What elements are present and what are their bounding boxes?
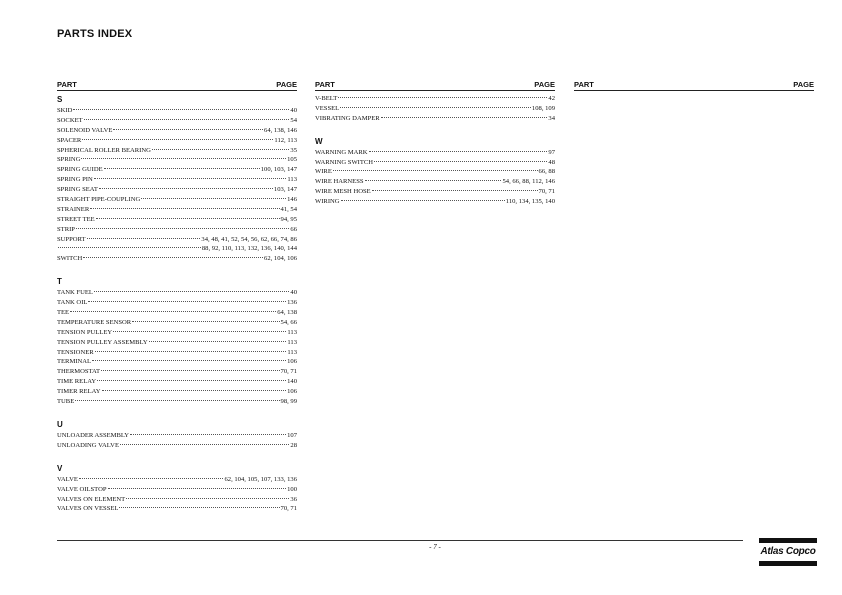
page-refs: 100, 103, 147 — [260, 166, 297, 174]
dot-leader — [374, 161, 547, 162]
page-refs: 40 — [290, 107, 297, 114]
column-header — [574, 80, 814, 91]
part-name: VALVE — [57, 475, 78, 483]
index-entry — [57, 136, 297, 146]
index-entry — [57, 328, 297, 338]
dot-leader — [369, 151, 548, 152]
part-name: VALVES ON VESSEL — [57, 505, 119, 513]
index-entry — [57, 357, 297, 367]
part-name: UNLOADING VALVE — [57, 441, 119, 449]
page-refs: 98, 99 — [280, 398, 297, 406]
page-header: PAGE — [276, 80, 297, 89]
index-entry — [315, 187, 555, 197]
part-name: TENSION PULLEY — [57, 328, 113, 336]
part-name: SPRING SEAT — [57, 186, 98, 194]
column-header — [57, 80, 297, 91]
dot-leader — [96, 218, 280, 219]
page-refs: 113 — [287, 348, 297, 356]
index-entry — [57, 116, 297, 126]
dot-leader — [340, 107, 531, 108]
index-entry — [57, 254, 297, 264]
part-name: TEMPERATURE SENSOR — [57, 318, 132, 326]
index-entry — [315, 167, 555, 177]
section-letter: S — [57, 95, 63, 104]
index-entry — [57, 338, 297, 348]
section-letter: W — [315, 136, 323, 146]
part-name: SOLENOID VALVE — [57, 126, 113, 134]
dot-leader — [113, 331, 286, 332]
dot-leader — [90, 208, 279, 209]
index-entry — [57, 155, 297, 165]
dot-leader — [338, 97, 547, 98]
index-entry — [57, 441, 297, 451]
page-refs: 70, 71 — [280, 368, 297, 376]
dot-leader — [99, 188, 273, 189]
page-refs: 34, 48, 41, 52, 54, 56, 62, 66, 74, 86 — [201, 235, 297, 243]
column-header — [315, 80, 555, 91]
column-body — [315, 94, 555, 207]
dot-leader — [70, 311, 276, 312]
part-name: WIRING — [315, 198, 340, 206]
part-name: V-BELT — [315, 95, 338, 102]
dot-leader — [87, 238, 201, 239]
dot-leader — [97, 380, 286, 381]
part-name: UNLOADER ASSEMBLY — [57, 431, 130, 439]
index-entry — [57, 215, 297, 225]
column-body — [57, 94, 297, 514]
part-name: STRAINER — [57, 205, 90, 213]
part-name: SOCKET — [57, 116, 83, 124]
part-header: PART — [315, 80, 335, 89]
part-name: TENSION PULLEY ASSEMBLY — [57, 338, 148, 346]
index-section — [57, 463, 297, 515]
index-entry — [57, 205, 297, 215]
page-refs: 41, 54 — [280, 205, 297, 213]
index-entry — [57, 377, 297, 387]
index-entry — [57, 288, 297, 298]
page-refs: 35 — [290, 146, 297, 154]
dot-leader — [341, 200, 505, 201]
index-entry — [57, 431, 297, 441]
index-entry — [315, 158, 555, 168]
page-number: - 7 - — [429, 543, 441, 551]
index-entry — [315, 177, 555, 187]
index-column-3 — [574, 80, 814, 91]
index-entry — [57, 235, 297, 245]
page-refs: 103, 147 — [273, 186, 297, 194]
dot-leader — [372, 190, 538, 191]
page-refs: 105 — [287, 156, 297, 164]
part-name: SKID — [57, 107, 73, 114]
dot-leader — [73, 109, 289, 110]
page-refs: 106 — [287, 388, 297, 396]
index-entry — [57, 367, 297, 377]
page-refs: 140 — [287, 378, 297, 386]
index-entry — [315, 148, 555, 158]
index-entry — [315, 104, 555, 114]
page-refs: 97 — [548, 148, 555, 156]
page-refs: 110, 134, 135, 140 — [505, 198, 555, 206]
page-refs: 100 — [287, 485, 297, 493]
index-entry — [315, 197, 555, 207]
section-letter: U — [57, 419, 63, 429]
footer-rule — [57, 540, 743, 541]
index-section — [57, 94, 297, 264]
part-name: STRAIGHT PIPE-COUPLING — [57, 196, 141, 204]
index-entry — [57, 126, 297, 136]
section-letter: T — [57, 277, 62, 287]
dot-leader — [101, 370, 279, 371]
dot-leader — [94, 178, 287, 179]
part-name: SPACER — [57, 136, 82, 144]
part-name: WIRE — [315, 168, 332, 176]
dot-leader — [92, 360, 286, 361]
index-entry — [57, 195, 297, 205]
part-name: SUPPORT — [57, 235, 86, 243]
atlas-copco-logo — [759, 538, 817, 566]
index-entry — [57, 387, 297, 397]
page-refs: 62, 104, 105, 107, 133, 136 — [224, 475, 297, 483]
index-entry — [57, 495, 297, 505]
part-name: STRIP — [57, 225, 75, 233]
logo-wordmark: Atlas Copco — [760, 546, 816, 557]
page-refs: 146 — [287, 196, 297, 204]
dot-leader — [381, 117, 548, 118]
index-entry — [57, 318, 297, 328]
dot-leader — [113, 129, 263, 130]
part-name: VALVE OILSTOP — [57, 485, 107, 493]
page-title: PARTS INDEX — [57, 28, 133, 40]
index-entry — [57, 298, 297, 308]
part-name: WIRE HARNESS — [315, 178, 364, 186]
logo-bar-bottom — [759, 561, 817, 566]
index-entry — [57, 244, 297, 254]
page-refs: 70, 71 — [280, 505, 297, 513]
part-name: TUBE — [57, 398, 75, 406]
part-name: TANK FUEL — [57, 289, 93, 297]
page-header: PAGE — [534, 80, 555, 89]
part-header: PART — [574, 80, 594, 89]
part-name: SWITCH — [57, 255, 83, 263]
page-refs: 94, 95 — [280, 215, 297, 223]
dot-leader — [84, 119, 290, 120]
part-name: SPRING PIN — [57, 176, 93, 184]
index-entry — [315, 94, 555, 104]
index-entry — [57, 308, 297, 318]
dot-leader — [365, 180, 502, 181]
page-refs: 64, 138, 146 — [264, 126, 297, 134]
part-header: PART — [57, 80, 77, 89]
dot-leader — [94, 291, 289, 292]
page-refs: 54, 66 — [280, 318, 297, 326]
page-refs: 66 — [290, 225, 297, 233]
index-entry — [57, 185, 297, 195]
page-refs: 136 — [287, 299, 297, 307]
index-entry — [57, 397, 297, 407]
index-entry — [315, 114, 555, 124]
dot-leader — [104, 168, 260, 169]
dot-leader — [76, 228, 289, 229]
dot-leader — [141, 198, 286, 199]
index-entry — [57, 175, 297, 185]
page-refs: 107 — [287, 431, 297, 439]
dot-leader — [126, 498, 289, 499]
part-name: TERMINAL — [57, 358, 92, 366]
page-refs: 64, 138 — [277, 309, 297, 317]
index-entry — [57, 106, 297, 116]
index-entry — [57, 225, 297, 235]
dot-leader — [152, 149, 290, 150]
page-refs: 48 — [548, 158, 555, 166]
page-refs: 54 — [290, 116, 297, 124]
index-section — [57, 419, 297, 451]
dot-leader — [88, 301, 286, 302]
part-name: VESSEL — [315, 104, 340, 112]
part-name: VIBRATING DAMPER — [315, 114, 380, 122]
index-entry — [57, 165, 297, 175]
part-name: WARNING MARK — [315, 148, 368, 156]
index-section — [315, 94, 555, 124]
part-name: WIRE MESH HOSE — [315, 188, 371, 196]
dot-leader — [149, 341, 287, 342]
page-refs: 36 — [290, 495, 297, 503]
page-refs: 106 — [287, 358, 297, 366]
page-refs: 34 — [548, 114, 555, 122]
page-refs: 62, 104, 106 — [264, 255, 297, 263]
index-section — [315, 136, 555, 207]
index-entry — [57, 504, 297, 514]
part-name: SPHERICAL ROLLER BEARING — [57, 146, 151, 154]
page-refs: 108, 109 — [531, 104, 555, 112]
page-refs: 42 — [548, 95, 555, 102]
index-section — [57, 276, 297, 407]
dot-leader — [333, 170, 538, 171]
dot-leader — [108, 488, 287, 489]
page-refs: 40 — [290, 289, 297, 297]
part-name: TENSIONER — [57, 348, 94, 356]
page-refs: 113 — [287, 338, 297, 346]
logo-bar-top — [759, 538, 817, 543]
page-header: PAGE — [793, 80, 814, 89]
index-column-2 — [315, 80, 555, 207]
section-letter: V — [57, 463, 63, 473]
page-refs: 113 — [287, 176, 297, 184]
part-name: THERMOSTAT — [57, 368, 101, 376]
page-refs: 54, 66, 88, 112, 146 — [502, 178, 555, 186]
dot-leader — [58, 247, 201, 248]
dot-leader — [132, 321, 279, 322]
dot-leader — [79, 478, 224, 479]
dot-leader — [81, 158, 286, 159]
part-name: TIMER RELAY — [57, 388, 101, 396]
dot-leader — [75, 400, 279, 401]
index-entry — [57, 485, 297, 495]
dot-leader — [130, 434, 286, 435]
dot-leader — [119, 507, 279, 508]
index-entry — [57, 475, 297, 485]
dot-leader — [82, 139, 273, 140]
part-name: TEE — [57, 309, 70, 317]
part-name: WARNING SWITCH — [315, 158, 374, 166]
part-name: STREET TEE — [57, 215, 95, 223]
page-refs: 70, 71 — [538, 188, 555, 196]
part-name: TIME RELAY — [57, 378, 97, 386]
page-refs: 88, 92, 110, 113, 132, 136, 140, 144 — [201, 245, 297, 253]
part-name: TANK OIL — [57, 299, 88, 307]
dot-leader — [120, 444, 289, 445]
page-refs: 28 — [290, 441, 297, 449]
dot-leader — [102, 390, 287, 391]
page-refs: 66, 88 — [538, 168, 555, 176]
index-entry — [57, 348, 297, 358]
dot-leader — [83, 257, 263, 258]
part-name: VALVES ON ELEMENT — [57, 495, 126, 503]
index-entry — [57, 146, 297, 156]
part-name: SPRING GUIDE — [57, 166, 103, 174]
page-refs: 112, 113 — [274, 136, 297, 144]
page-refs: 113 — [287, 328, 297, 336]
dot-leader — [95, 351, 287, 352]
part-name: SPRING — [57, 156, 81, 164]
index-column-1 — [57, 80, 297, 514]
